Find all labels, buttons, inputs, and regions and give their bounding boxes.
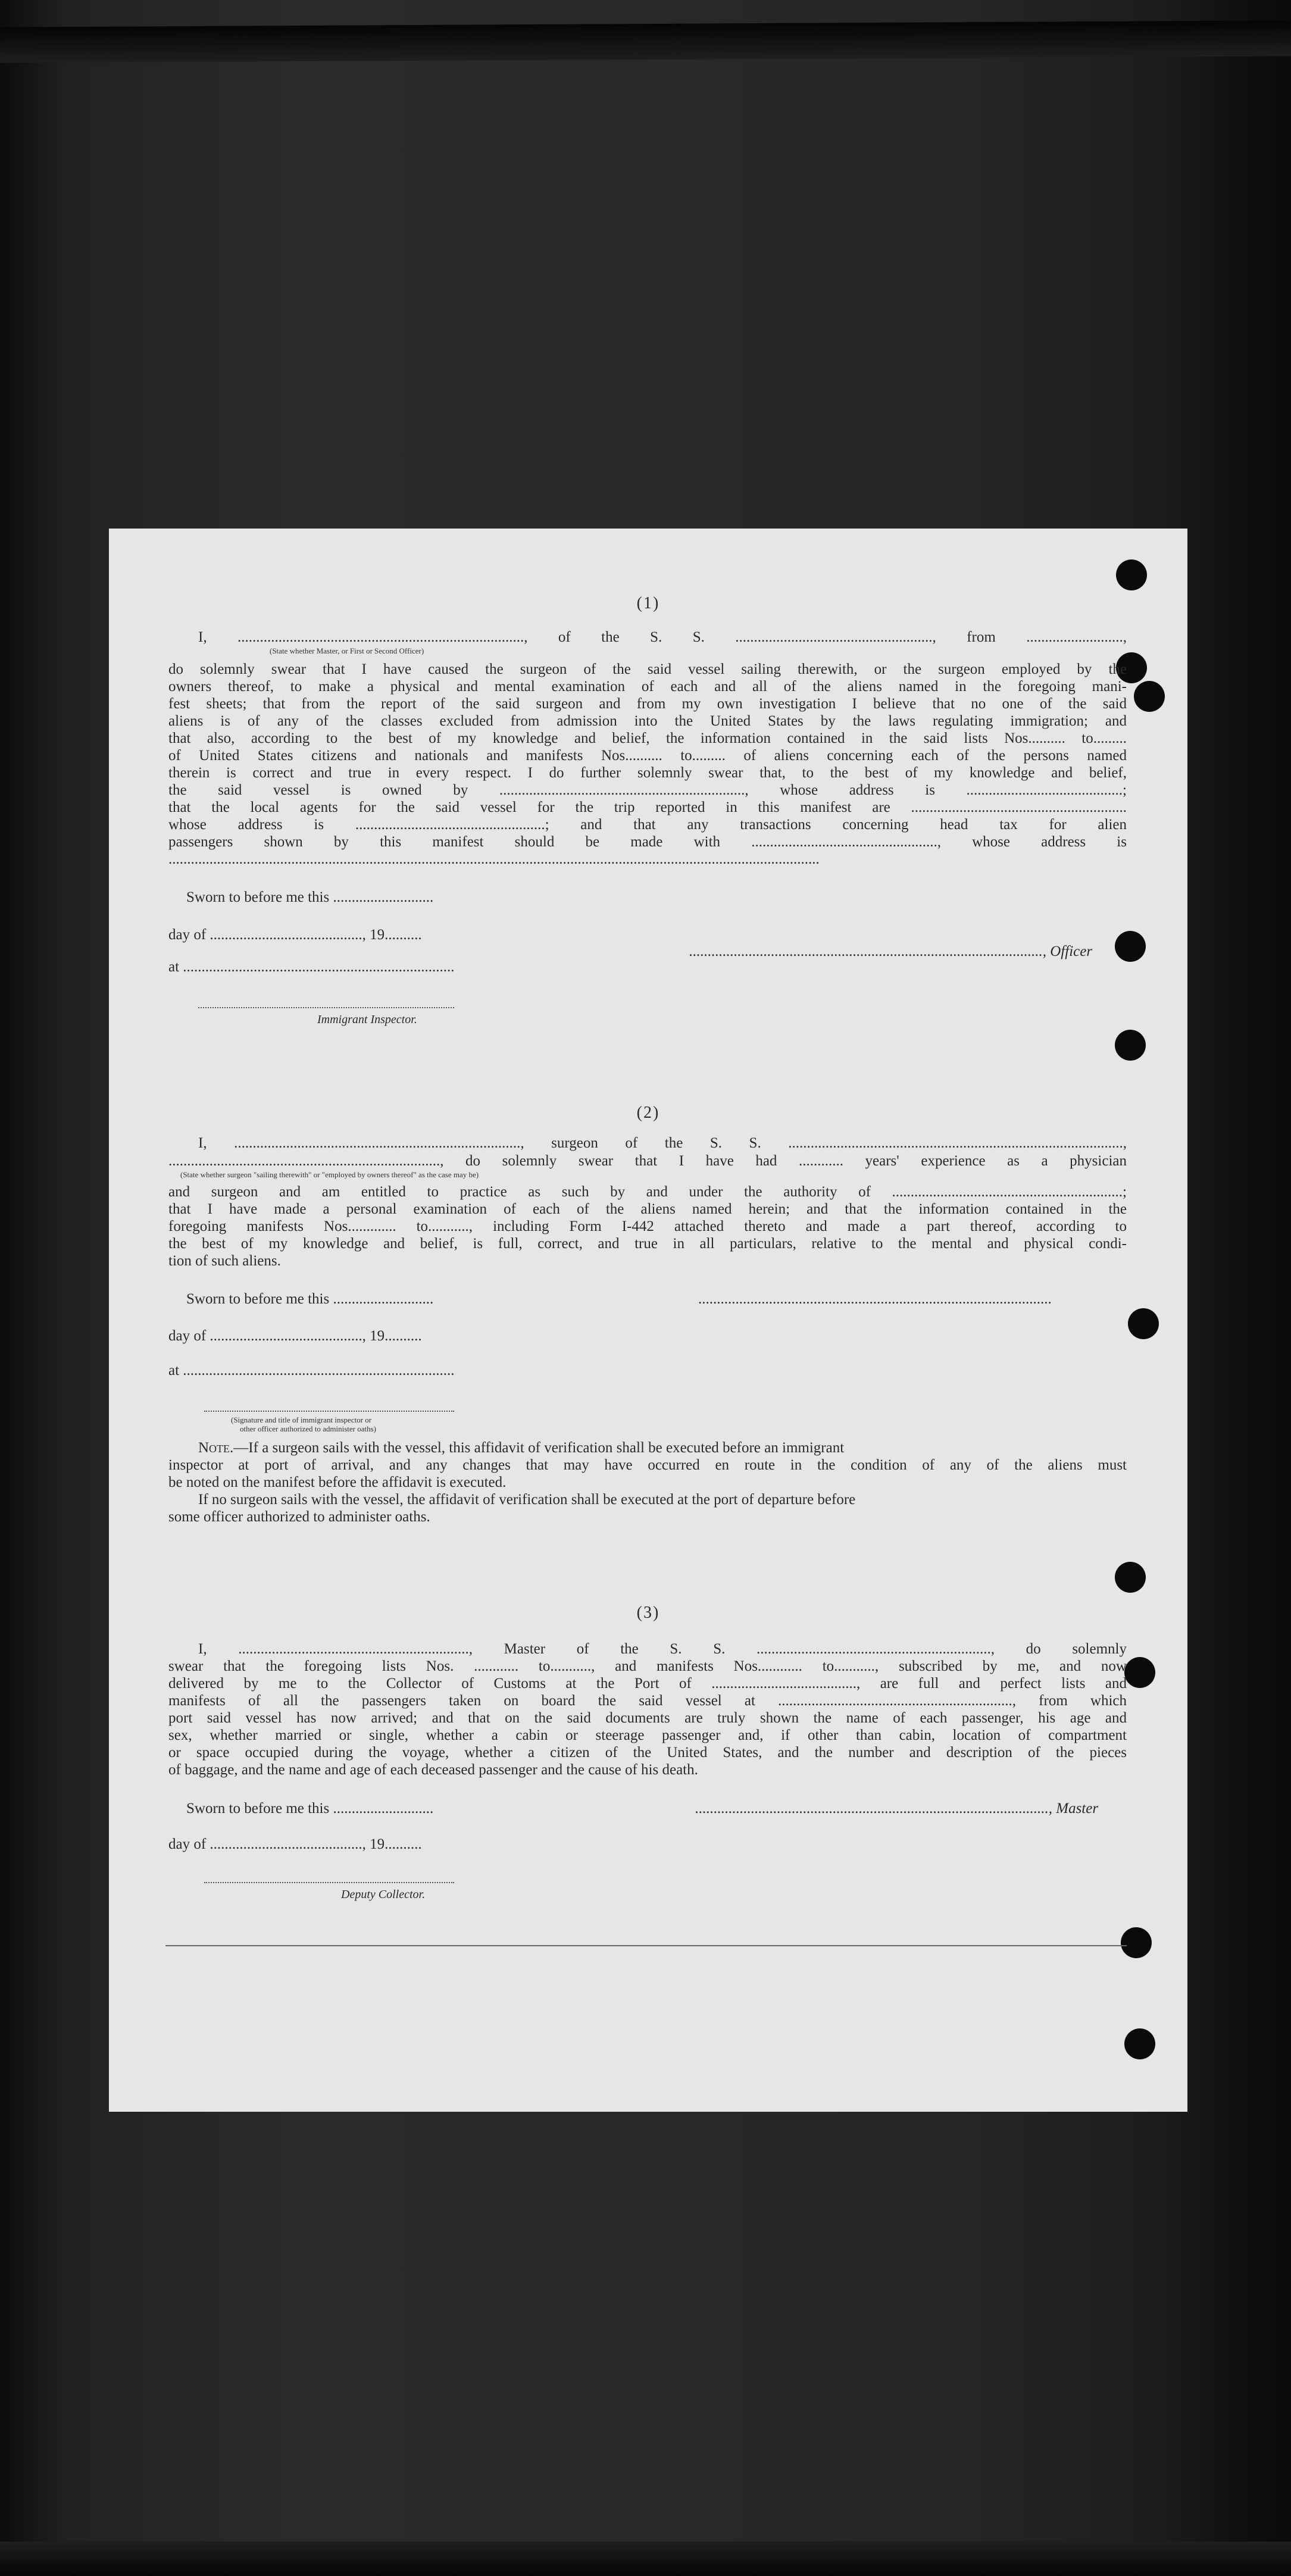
manifest-affidavit-page — [109, 529, 1187, 2112]
body-line: owners thereof, to make a physical and mental examination of each and all of the aliens named in the foregoing mani- — [168, 679, 1127, 695]
inspector-signature-rule — [198, 1007, 454, 1008]
body-line: therein is correct and true in every respect. I do further solemnly swear that, to the best of my knowledge and belief, — [168, 765, 1127, 781]
section-2-at: at ......................................................................... — [168, 1362, 455, 1378]
body-line: ............................................................................................................................................................................... — [168, 851, 820, 867]
body-line: the said vessel is owned by .................................................................., whose address is ..........................................; — [168, 782, 1127, 798]
note-label: Note. — [198, 1440, 234, 1456]
section-1-title-note: (State whether Master, or First or Second Officer) — [270, 646, 424, 655]
body-line: fest sheets; that from the report of the said surgeon and from my own investigation I believe that no one of the said — [168, 696, 1127, 712]
section-1-at: at ......................................................................... — [168, 959, 455, 975]
section-3-day: day of ........................................., 19.......... — [168, 1836, 422, 1852]
section-2-heading: (2) — [636, 1103, 660, 1122]
bottom-divider — [165, 1945, 1127, 1946]
body-line: of baggage, and the name and age of each deceased passenger and the cause of his death. — [168, 1762, 698, 1778]
authority-signature-rule — [204, 1411, 454, 1412]
punch-hole — [1116, 559, 1147, 590]
note-line: be noted on the manifest before the affidavit is executed. — [168, 1474, 507, 1490]
body-line: aliens is of any of the classes excluded from admission into the United States by the laws regulating immigration; and — [168, 713, 1127, 729]
punch-hole — [1134, 681, 1165, 712]
section-2-title-line: I, ............................................................................., surgeon of the S. S. .........................................................................................., — [198, 1135, 1127, 1151]
film-edge-bottom — [0, 2541, 1291, 2576]
section-1-sworn: Sworn to before me this ........................... — [186, 889, 434, 905]
body-line: do solemnly swear that I have caused the surgeon of the said vessel sailing therewith, or the surgeon employed by the — [168, 661, 1127, 677]
section-3-signer-title: Deputy Collector. — [341, 1888, 426, 1901]
section-1-signer-title: Immigrant Inspector. — [317, 1013, 417, 1026]
body-line: that I have made a personal examination of each of the aliens named herein; and that the information contained in the — [168, 1201, 1127, 1217]
note-line: some officer authorized to administer oaths. — [168, 1509, 430, 1525]
body-line: or space occupied during the voyage, whether a citizen of the United States, and the number and description of the pieces — [168, 1745, 1127, 1761]
body-line: the best of my knowledge and belief, is full, correct, and true in all particulars, relative to the mental and physical condi- — [168, 1236, 1127, 1252]
body-line: whose address is ...................................................; and that any transactions concerning head tax for alien — [168, 817, 1127, 833]
section-2-signature: ............................................................................................... — [698, 1291, 1052, 1307]
body-line: of United States citizens and nationals and manifests Nos.......... to......... of aliens concerning each of the persons named — [168, 748, 1127, 764]
body-line: delivered by me to the Collector of Customs at the Port of ......................................., are full and perfect lists and — [168, 1675, 1127, 1692]
section-2-sworn: Sworn to before me this ........................... — [186, 1291, 434, 1307]
body-line: passengers shown by this manifest should be made with .................................................., whose address is — [168, 834, 1127, 850]
section-2-second-line: ........................................................................., do solemnly swear that I have had ............ years' experience as a physician — [168, 1153, 1127, 1169]
body-line: that the local agents for the said vessel for the trip reported in this manifest are .......................................................... — [168, 799, 1127, 815]
section-3-sworn: Sworn to before me this ........................... — [186, 1800, 434, 1817]
section-1-day: day of ........................................., 19.......... — [168, 927, 422, 943]
section-1-officer-signature: ..............................................................................................., Officer — [689, 943, 1093, 959]
body-line: and surgeon and am entitled to practice as such by and under the authority of ..............................................................; — [168, 1184, 1127, 1200]
body-line: foregoing manifests Nos............. to..........., including Form I-442 attached thereto and made a part thereof, according to — [168, 1218, 1127, 1234]
section-3-master-signature: ..............................................................................................., Master — [695, 1800, 1099, 1817]
punch-hole — [1121, 1927, 1152, 1958]
collector-signature-rule — [204, 1882, 454, 1883]
punch-hole — [1115, 1562, 1146, 1593]
film-edge-top — [0, 20, 1291, 62]
punch-hole — [1115, 931, 1146, 962]
section-2-note — [198, 1439, 844, 1457]
section-1-heading: (1) — [636, 594, 660, 612]
punch-hole — [1124, 1657, 1155, 1688]
punch-hole — [1124, 2028, 1155, 2059]
body-line: that also, according to the best of my knowledge and belief, the information contained in the said lists Nos.......... to......... — [168, 730, 1127, 746]
body-line: port said vessel has now arrived; and that on the said documents are truly shown the name of each passenger, his age and — [168, 1710, 1127, 1726]
punch-hole — [1128, 1308, 1159, 1339]
section-1-title-line: I, ............................................................................., of the S. S. ....................................................., from .........................., — [198, 629, 1127, 645]
body-line: I, .............................................................., Master of the S. S. ..............................................................., do solemnly — [198, 1641, 1127, 1657]
punch-hole — [1115, 1030, 1146, 1061]
section-2-signer-note: other officer authorized to administer oaths) — [240, 1424, 376, 1433]
body-line: sex, whether married or single, whether a cabin or steerage passenger and, if other than cabin, location of compartment — [168, 1727, 1127, 1743]
note-line: inspector at port of arrival, and any changes that may have occurred en route in the condition of any of the aliens must — [168, 1457, 1127, 1473]
section-3-heading: (3) — [636, 1603, 660, 1622]
body-line: manifests of all the passengers taken on board the said vessel at ..............................................................., from which — [168, 1693, 1127, 1709]
section-2-day: day of ........................................., 19.......... — [168, 1328, 422, 1344]
note-line: If no surgeon sails with the vessel, the affidavit of verification shall be executed at the port of departure before — [198, 1492, 856, 1508]
section-2-signer-note: (Signature and title of immigrant inspector or — [231, 1415, 372, 1424]
note-text: —If a surgeon sails with the vessel, this affidavit of verification shall be executed before an immigrant — [233, 1440, 845, 1456]
body-line: tion of such aliens. — [168, 1253, 281, 1269]
section-2-title-note: (State whether surgeon "sailing therewith" or "employed by owners thereof" as the case may be) — [180, 1170, 479, 1179]
body-line: swear that the foregoing lists Nos. ............ to..........., and manifests Nos............ to..........., subscribed by me, and now — [168, 1658, 1127, 1674]
